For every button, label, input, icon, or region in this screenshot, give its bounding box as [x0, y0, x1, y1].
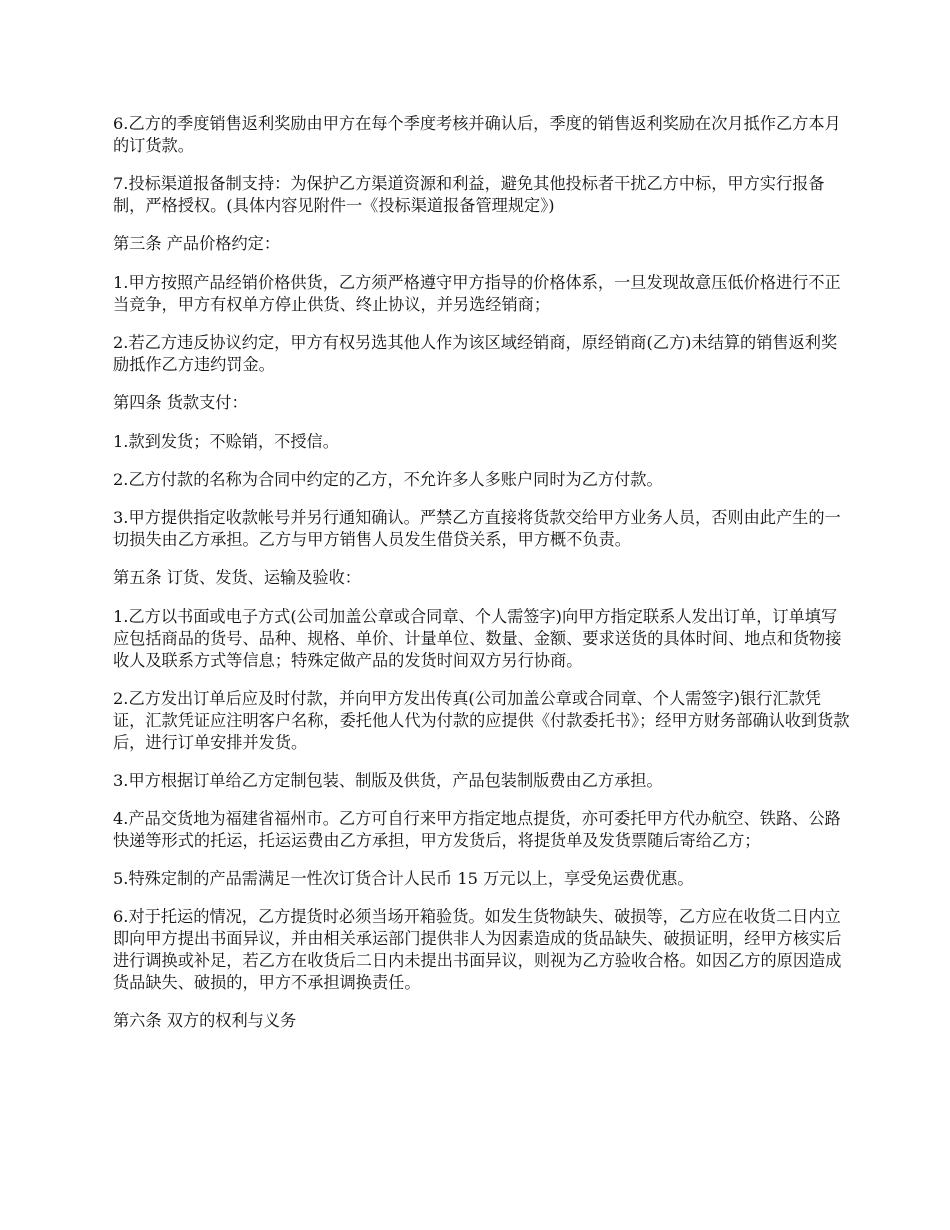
clause-paragraph: 1.款到发货；不赊销，不授信。: [113, 432, 339, 451]
clause-paragraph: 6.乙方的季度销售返利奖励由甲方在每个季度考核并确认后，季度的销售返利奖励在次月抵作乙方本月的订货款。: [113, 114, 841, 155]
clause-paragraph: 4.产品交货地为福建省福州市。乙方可自行来甲方指定地点提货，亦可委托甲方代办航空、铁路、公路快递等形式的托运，托运运费由乙方承担，甲方发货后，将提货单及发货票随后寄给乙方；: [113, 809, 841, 850]
article-heading: 第五条 订货、发货、运输及验收：: [113, 568, 361, 587]
article-heading: 第三条 产品价格约定：: [113, 234, 281, 253]
clause-paragraph: 7.投标渠道报备制支持：为保护乙方渠道资源和利益，避免其他投标者干扰乙方中标，甲方实行报备制，严格授权。(具体内容见附件一《投标渠道报备管理规定》): [113, 174, 825, 215]
clause-paragraph: 1.甲方按照产品经销价格供货，乙方须严格遵守甲方指导的价格体系，一旦发现故意压低价格进行不正当竞争，甲方有权单方停止供货、终止协议，并另选经销商；: [113, 273, 841, 314]
article-heading: 第六条 双方的权利与义务: [113, 1011, 297, 1030]
clause-paragraph: 5.特殊定制的产品需满足一性次订货合计人民币 15 万元以上，享受免运费优惠。: [113, 869, 694, 888]
clause-paragraph: 2.若乙方违反协议约定，甲方有权另选其他人作为该区域经销商，原经销商(乙方)未结算的销售返利奖励抵作乙方违约罚金。: [113, 333, 838, 374]
clause-paragraph: 3.甲方根据订单给乙方定制包装、制版及供货，产品包装制版费由乙方承担。: [113, 771, 663, 790]
clause-paragraph: 2.乙方发出订单后应及时付款，并向甲方发出传真(公司加盖公章或合同章、个人需签字)银行汇款凭证，汇款凭证应注明客户名称，委托他人代为付款的应提供《付款委托书》；经甲方财务部确认收到货款后，进行订单安排并发货。: [113, 689, 850, 752]
article-heading: 第四条 货款支付：: [113, 393, 248, 412]
clause-paragraph: 3.甲方提供指定收款帐号并另行通知确认。严禁乙方直接将货款交给甲方业务人员，否则由此产生的一切损失由乙方承担。乙方与甲方销售人员发生借贷关系，甲方概不负责。: [113, 508, 841, 549]
clause-paragraph: 1.乙方以书面或电子方式(公司加盖公章或合同章、个人需签字)向甲方指定联系人发出订单，订单填写应包括商品的货号、品种、规格、单价、计量单位、数量、金额、要求送货的具体时间、地点和货物接收人及联系方式等信息；特殊定做产品的发货时间双方另行协商。: [113, 607, 842, 670]
clause-paragraph: 6.对于托运的情况，乙方提货时必须当场开箱验货。如发生货物缺失、破损等，乙方应在收货二日内立即向甲方提出书面异议，并由相关承运部门提供非人为因素造成的货品缺失、破损证明，经甲方核实后进行调换或补足，若乙方在收货后二日内未提出书面异议，则视为乙方验收合格。如因乙方的原因造成货品缺失、破损的，甲方不承担调换责任。: [113, 907, 842, 992]
clause-paragraph: 2.乙方付款的名称为合同中约定的乙方，不允许多人多账户同时为乙方付款。: [113, 470, 663, 489]
document-page: [113, 113, 853, 1049]
